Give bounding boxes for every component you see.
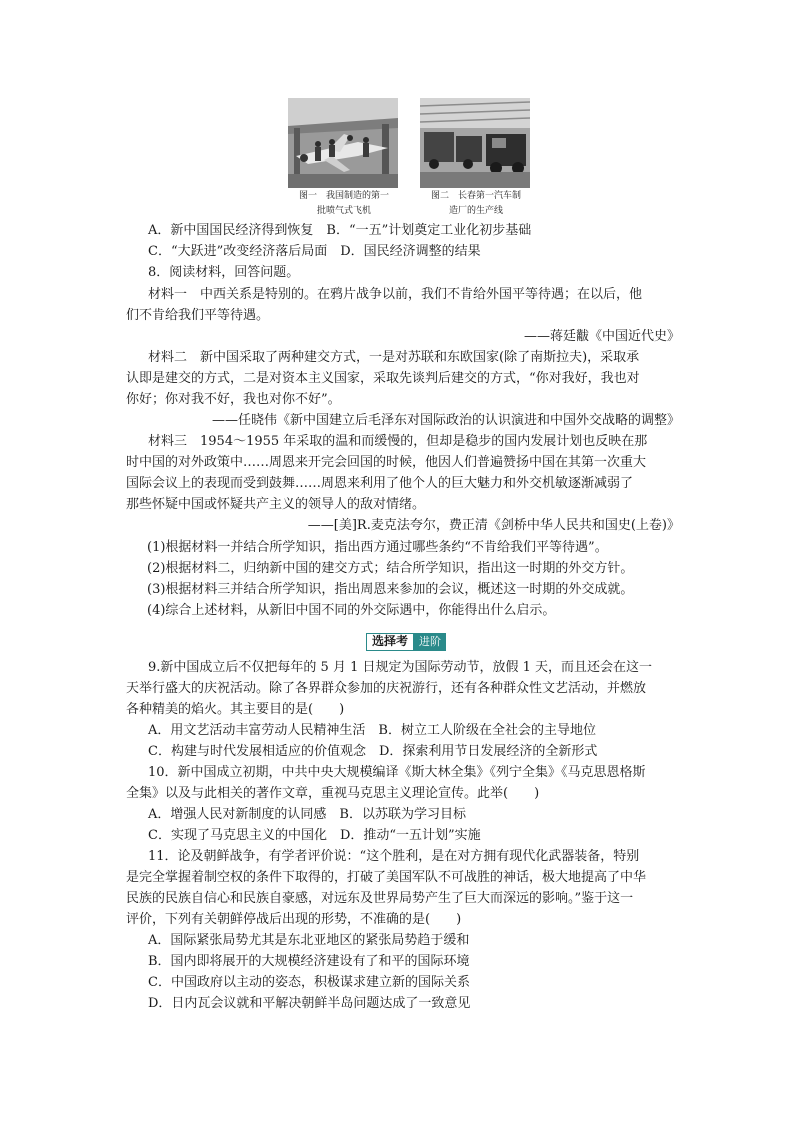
q8-subquestion-1: (1)根据材料一并结合所学知识，指出西方通过哪些条约“不肯给我们平等待遇”。 — [147, 540, 608, 555]
q8-subquestion-2: (2)根据材料二，归纳新中国的建交方式；结合所学知识，指出这一时期的外交方针。 — [147, 561, 634, 576]
q11-option-c: C．中国政府以主动的姿态，积极谋求建立新的国际关系 — [148, 975, 470, 990]
q8-material-2-line-3: 你好；你对我不好，我也对你不好”。 — [126, 392, 341, 407]
figure-2-caption-line-2: 造厂的生产线 — [448, 206, 503, 216]
q8-material-3-line-2: 时中国的对外政策中……周恩来开完会回国的时候，他因人们普遍赞扬中国在其第一次重大 — [126, 455, 647, 470]
q7-options-c-d: C．“大跃进”改变经济落后局面 D．国民经济调整的结果 — [148, 244, 481, 259]
q8-material-3-line-1: 材料三 1954～1955 年采取的温和而缓慢的，但却是稳步的国内发展计划也反映在那 — [148, 434, 648, 449]
q11-line-4: 评价，下列有关朝鲜停战后出现的形势，不准确的是( ) — [126, 912, 462, 927]
q8-material-2-line-1: 材料二 新中国采取了两种建交方式，一是对苏联和东欧国家(除了南斯拉夫)，采取承 — [148, 350, 640, 365]
jet-plane-factory-photo — [288, 98, 398, 188]
q8-subquestion-3: (3)根据材料三并结合所学知识，指出周恩来参加的会议，概述这一时期的外交成就。 — [147, 582, 634, 597]
q9-line-1: 9.新中国成立后不仅把每年的 5 月 1 日规定为国际劳动节，放假 1 天，而且还会在这一 — [148, 660, 653, 675]
q8-material-2-source: ——任晓伟《新中国建立后毛泽东对国际政治的认识演进和中国外交战略的调整》 — [211, 413, 680, 428]
q11-option-a: A．国际紧张局势尤其是东北亚地区的紧张局势趋于缓和 — [148, 933, 470, 948]
q11-option-d: D．日内瓦会议就和平解决朝鲜半岛问题达成了一致意见 — [148, 996, 471, 1011]
q11-line-2: 是完全掌握着制空权的条件下取得的，打破了美国军队不可战胜的神话，极大地提高了中华 — [126, 870, 647, 885]
q8-material-3-line-4: 那些怀疑中国或怀疑共产主义的领导人的敌对情绪。 — [126, 497, 426, 512]
figure-1-caption-line-2: 批喷气式飞机 — [316, 206, 371, 216]
truck-production-line-photo — [420, 98, 530, 188]
q8-material-1-line-2: 们不肯给我们平等待遇。 — [126, 308, 270, 323]
figure-1 — [288, 98, 400, 218]
q8-material-3-source: ——[美]R.麦克法夸尔，费正清《剑桥中华人民共和国史(上卷)》 — [307, 518, 680, 533]
q10-line-2: 全集》以及与此相关的著作文章，重视马克思主义理论宣传。此举( ) — [126, 786, 540, 801]
section-badge-label: 选择考 — [366, 633, 414, 651]
q8-material-1-line-1: 材料一 中西关系是特别的。在鸦片战争以前，我们不肯给外国平等待遇；在以后，他 — [148, 287, 643, 302]
q10-line-1: 10．新中国成立初期，中共中央大规模编译《斯大林全集》《列宁全集》《马克思恩格斯 — [148, 765, 646, 780]
q8-subquestion-4: (4)综合上述材料，从新旧中国不同的外交际遇中，你能得出什么启示。 — [147, 603, 556, 618]
q9-options-a-b: A．用文艺活动丰富劳动人民精神生活 B．树立工人阶级在全社会的主导地位 — [148, 723, 596, 738]
section-badge — [366, 633, 446, 651]
q8-stem: 8．阅读材料，回答问题。 — [148, 265, 300, 280]
figure-2-caption-line-1: 图二 长春第一汽车制 — [430, 191, 521, 201]
q8-material-1-source: ——蒋廷黻《中国近代史》 — [523, 329, 680, 344]
figure-row — [288, 98, 548, 230]
q8-material-3-line-3: 国际会议上的表现而受到鼓舞……周恩来利用了他个人的巨大魅力和外交机敏逐渐减弱了 — [126, 476, 634, 491]
q11-line-1: 11．论及朝鲜战争，有学者评价说：“这个胜利，是在对方拥有现代化武器装备，特别 — [148, 849, 640, 864]
q11-line-3: 民族的民族自信心和民族自豪感，对远东及世界局势产生了巨大而深远的影响。”鉴于这一 — [126, 891, 634, 906]
figure-2 — [420, 98, 532, 218]
q9-line-3: 各种精美的焰火。其主要目的是( ) — [126, 702, 345, 717]
q9-options-c-d: C．构建与时代发展相适应的价值观念 D．探索利用节日发展经济的全新形式 — [148, 744, 598, 759]
section-badge-tag: 进阶 — [414, 633, 446, 651]
q10-options-c-d: C．实现了马克思主义的中国化 D．推动“一五计划”实施 — [148, 828, 481, 843]
q7-options-a-b: A．新中国国民经济得到恢复 B．“一五”计划奠定工业化初步基础 — [148, 223, 532, 238]
q9-line-2: 天举行盛大的庆祝活动。除了各界群众参加的庆祝游行，还有各种群众性文艺活动，并燃放 — [126, 681, 647, 696]
q10-options-a-b: A．增强人民对新制度的认同感 B．以苏联为学习目标 — [148, 807, 466, 822]
q8-material-2-line-2: 认即是建交的方式，二是对资本主义国家，采取先谈判后建交的方式，“你对我好，我也对 — [126, 371, 640, 386]
figure-1-caption-line-1: 图一 我国制造的第一 — [298, 191, 389, 201]
q11-option-b: B．国内即将展开的大规模经济建设有了和平的国际环境 — [148, 954, 470, 969]
